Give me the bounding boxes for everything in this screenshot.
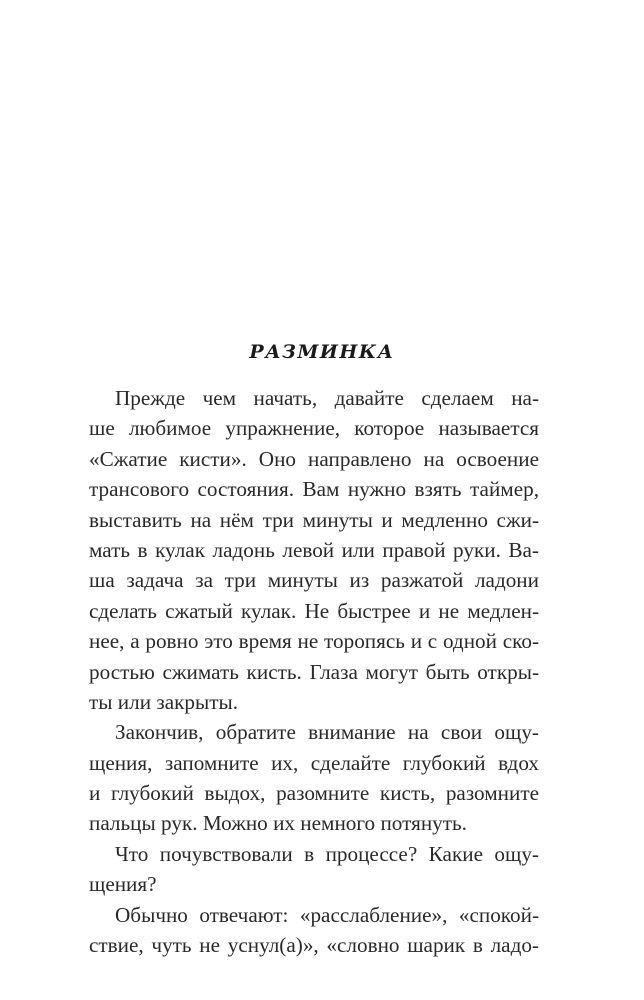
text-line: ше любимое упражнение, которое называется <box>89 416 539 441</box>
text-line: ша задача за три минуты из разжатой ладони <box>89 568 539 593</box>
text-line: ствие, чуть не уснул(а)», «словно шарик в ладо- <box>89 933 539 958</box>
text-line: и глубокий выдох, разомните кисть, разомните <box>89 781 539 806</box>
paragraph-3 <box>89 839 539 900</box>
text-line: трансового состояния. Вам нужно взять таймер, <box>89 477 539 502</box>
paragraph-1 <box>89 383 539 717</box>
text-line: Что почувствовали в процессе? Какие ощу- <box>115 841 539 866</box>
text-line: «Сжатие кисти». Оно направлено на освоение <box>89 446 539 471</box>
text-line: Прежде чем начать, давайте сделаем на- <box>115 386 539 410</box>
text-line: щения? <box>89 872 157 897</box>
text-line: щения, запомните их, сделайте глубокий вдох <box>89 750 539 775</box>
text-line: сделать сжатый кулак. Не быстрее и не медлен- <box>89 598 539 623</box>
paragraph-2 <box>89 717 539 839</box>
text-line: нее, а ровно это время не торопясь и с одной ско- <box>89 629 539 654</box>
text-line: пальцы рук. Можно их немного потянуть. <box>89 811 467 836</box>
text-line: Обычно отвечают: «расслабление», «спокой- <box>115 902 539 927</box>
text-line: Закончив, обратите внимание на свои ощу- <box>115 720 539 745</box>
paragraph-4 <box>89 900 539 961</box>
text-line: ростью сжимать кисть. Глаза могут быть откры- <box>89 659 539 684</box>
text-line: выставить на нём три минуты и медленно сжи- <box>89 507 539 532</box>
text-line: мать в кулак ладонь левой или правой руки. Ва- <box>89 537 539 562</box>
body-text <box>89 383 539 960</box>
text-line: ты или закрыты. <box>89 689 239 714</box>
section-heading: РАЗМИНКА <box>249 341 395 363</box>
